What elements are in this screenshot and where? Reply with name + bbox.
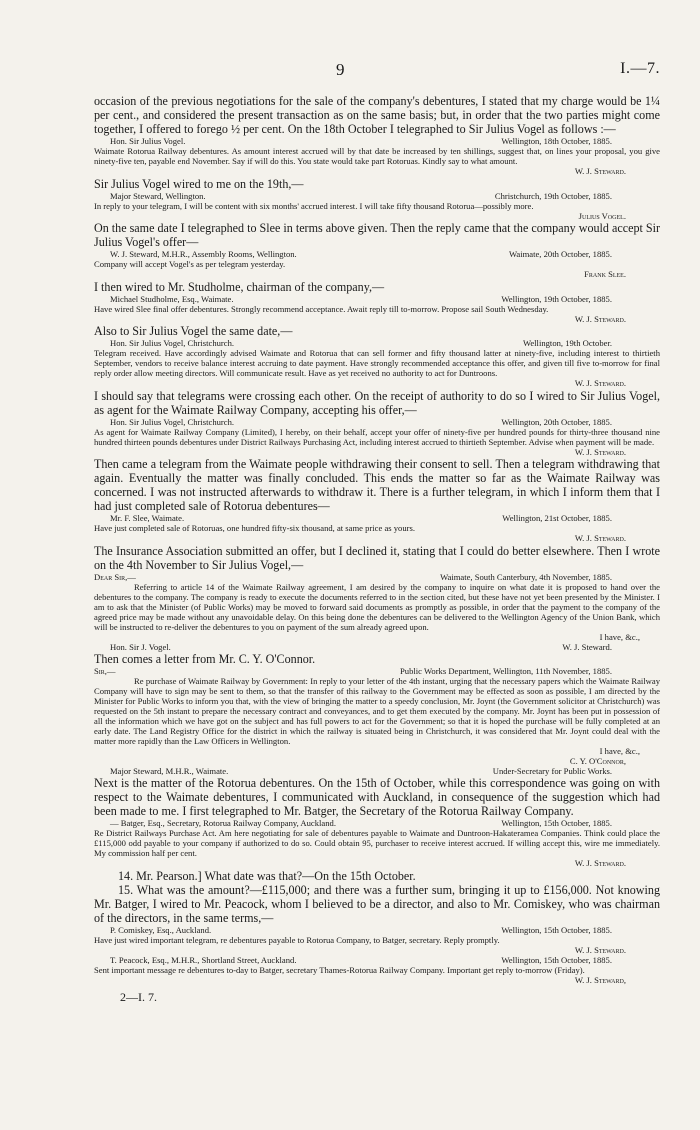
paragraph: The Insurance Association submitted an offer, but I declined it, stating that I could do better elsewhere. Then I wrote on the 4th November to Sir Julius Vogel,— bbox=[94, 543, 660, 572]
telegram-text: Waimate Rotorua Railway debentures. As amount interest accrued will by that date be increased by ten shillings, suggest that, on lines your proposal, you give ninety-five ten, payable end November. Say if will do this. You state would take part Rotoruas. Kindly say to what amount. bbox=[94, 146, 660, 166]
addressee: W. J. Steward, M.H.R., Assembly Rooms, Wellington. bbox=[110, 249, 297, 259]
addressee: T. Peacock, Esq., M.H.R., Shortland Street, Auckland. bbox=[110, 955, 297, 965]
signature: W. J. Steward. bbox=[574, 378, 626, 388]
address-line bbox=[94, 642, 660, 652]
signature: Frank Slee. bbox=[584, 269, 626, 279]
signature: C. Y. O'Connor, bbox=[569, 755, 626, 766]
address-line bbox=[94, 136, 660, 146]
paragraph: Next is the matter of the Rotorua debentures. On the 15th of October, while this correspondence was going on with respect to the Waimate debentures, I communicated with Auckland, in consequence of the suggestion which had been made to me. I first telegraphed to Mr. Batger, the Secretary of the Rotorua Railway Company. bbox=[94, 776, 660, 818]
paragraph: On the same date I telegraphed to Slee in terms above given. Then the reply came that the company would accept Sir Julius Vogel's offer— bbox=[94, 221, 660, 249]
addressee: — Batger, Esq., Secretary, Rotorua Railway Company, Auckland. bbox=[110, 818, 336, 828]
addressee: Michael Studholme, Esq., Waimate. bbox=[110, 293, 234, 304]
addressee: P. Comiskey, Esq., Auckland. bbox=[110, 924, 212, 935]
telegram-text: Sent important message re debentures to-day to Batger, secretary Thames-Rotorua Railway Company. Important get reply to-morrow (Friday). bbox=[94, 965, 585, 975]
letter-text: Re purchase of Waimate Railway by Government: In reply to your letter of the 4th instant, urging that the necessary papers which the Waimate Railway Company will have to sign may be sent to them, so that the transfer of this railway to the Government may be effected as soon as possible, I am directed by the Minister for Public Works to inform you that, with the view of bringing the matter to a speedy conclusion, Mr. Joynt (the Government solicitor at Christchurch) was requested on the 5th instant to prepare the necessary contract and conveyances, and to get them executed by the company. Mr. Joynt has been put in possession of all the information which we have got on the subject and has full powers to act for the Government; so that it is hoped the purchase will be fully completed at an early date. The Land Registry Office for the district in which the railway is situated being in Christchurch, it was considered that Mr. Joynt could deal with the matter more rapidly than the Law Officers in Wellington. bbox=[94, 675, 660, 746]
signature: W. J. Steward. bbox=[574, 858, 626, 868]
telegram-text: Have just completed sale of Rotoruas, one hundred fifty-six thousand, at same price as yours. bbox=[94, 523, 415, 533]
address-line bbox=[94, 338, 660, 348]
place-date: Wellington, 15th October, 1885. bbox=[501, 955, 612, 965]
telegram-text: Have just wired important telegram, re debentures payable to Rotorua Company, to Batger, secretary. Reply promptly. bbox=[94, 934, 500, 945]
address-line bbox=[94, 191, 660, 201]
signature: W. J. Steward. bbox=[574, 533, 626, 543]
addressee: Major Steward, M.H.R., Waimate. bbox=[110, 766, 229, 776]
place-date: Christchurch, 19th October, 1885. bbox=[494, 190, 612, 201]
place-date: Wellington, 21st October, 1885. bbox=[502, 513, 612, 523]
closing: I have, &c., bbox=[599, 745, 640, 756]
paragraph: Also to Sir Julius Vogel the same date,— bbox=[94, 324, 293, 338]
letter-text: Referring to article 14 of the Waimate Railway agreement, I am desired by the company to inquire on what date it is proposed to hand over the debentures to the company. The company is ready to execute the documents referred to in the section cited, but these have not yet been presented by the Minister. I am to ask that the Minister (of Public Works) may be moved to forward said documents as promptly as possible, in order that the payment to the company of the agreed price may be made without any unavoidable delay. On this being done the debentures can be delivered to the Wellington Agency of the Union Bank, which will be instructed to re-deliver the debentures to you on payment of the sum already agreed upon. bbox=[94, 581, 660, 632]
place-date: Wellington, 19th October, 1885. bbox=[501, 293, 612, 304]
address-line bbox=[94, 572, 660, 582]
question-answer: 14. Mr. Pearson.] What date was that?—On the 15th October. bbox=[118, 868, 416, 883]
telegram-text: Have wired Slee final offer debentures. Strongly recommend acceptance. Await reply till to-morrow. Propose sail South Wednesday. bbox=[94, 303, 549, 314]
place-date: Wellington, 19th October. bbox=[522, 338, 612, 348]
signature-mark: 2—I. 7. bbox=[120, 989, 157, 1004]
address-line bbox=[94, 666, 660, 676]
question-answer: 15. What was the amount?—£115,000; and there was a further sum, bringing it up to £156,000. Not knowing Mr. Batger, I wired to Mr. Peacock, whom I believed to be a director, and also to Mr. Comiskey, who was chairman of the directors, in the same terms,— bbox=[94, 882, 660, 925]
place-date: Public Works Department, Wellington, 11th November, 1885. bbox=[400, 665, 612, 676]
paragraph: occasion of the previous negotiations for the sale of the company's debentures, I stated that my charge would be 1¼ per cent., and considered the present transaction as on the same basis; but, in order that the two parties might come together, I offered to forego ½ per cent. On the 18th October I telegraphed to Sir Julius Vogel as follows :— bbox=[94, 94, 660, 136]
addressee: Hon. Sir Julius Vogel. bbox=[110, 136, 186, 146]
page-header bbox=[0, 60, 700, 82]
telegram-text: As agent for Waimate Railway Company (Limited), I hereby, on their behalf, accept your offer of ninety-five per hundred pounds for thirty-three thousand nine hundred thirteen pounds debentures under District Railways Purchasing Act, including interest accrued to thirtieth September. Advise when payment will be made. bbox=[94, 426, 660, 447]
paragraph: I should say that telegrams were crossing each other. On the receipt of authority to do so I wired to Sir Julius Vogel, as agent for the Waimate Railway Company, accepting his offer,— bbox=[94, 388, 660, 417]
page-number: 9 bbox=[336, 60, 345, 79]
addressee: Dear Sir,— bbox=[94, 571, 136, 582]
addressee: Mr. F. Slee, Waimate. bbox=[110, 513, 185, 523]
address-line bbox=[94, 925, 660, 935]
addressee: Hon. Sir J. Vogel. bbox=[110, 641, 171, 652]
address-line bbox=[94, 417, 660, 427]
address-line bbox=[94, 766, 660, 776]
addressee: Hon. Sir Julius Vogel, Christchurch. bbox=[110, 416, 235, 427]
place-date: Wellington, 18th October, 1885. bbox=[501, 136, 612, 146]
paragraph: Then came a telegram from the Waimate people withdrawing their consent to sell. Then a telegram withdrawing that again. Eventually the matter was finally concluded. This ends the matter so far as the Waimate Railway was concerned. I was not instructed afterwards to withdraw it. There is a further telegram, in which I inform them that I had just completed sale of Rotorua debentures— bbox=[94, 457, 660, 513]
address-line bbox=[94, 818, 660, 828]
place-date: Waimate, South Canterbury, 4th November, 1885. bbox=[440, 571, 612, 582]
telegram-text: Telegram received. Have accordingly advised Waimate and Rotorua that can sell former and fifty thousand latter at ninety-five, including interest to thirtieth September, vendors to receive balance interest accruing to date payment. Have strongly recommended acceptance this offer, and given till five to-morrow for final reply order allow meeting directors. Will communicate result. Have as yet received no authority to act for Duntroons. bbox=[94, 348, 660, 378]
place-date: Wellington, 20th October, 1885. bbox=[501, 416, 612, 427]
closing: I have, &c., bbox=[599, 631, 640, 642]
addressee: Sir,— bbox=[94, 665, 116, 676]
paragraph: I then wired to Mr. Studholme, chairman of the company,— bbox=[94, 279, 385, 294]
address-line bbox=[94, 513, 660, 523]
document-body bbox=[94, 94, 660, 1005]
document-reference: I.—7. bbox=[620, 60, 660, 77]
place-date: Wellington, 15th October, 1885. bbox=[501, 818, 612, 828]
paragraph: Then comes a letter from Mr. C. Y. O'Connor. bbox=[94, 651, 316, 666]
place-date: Waimate, 20th October, 1885. bbox=[508, 249, 612, 259]
address-line bbox=[94, 249, 660, 259]
signature: W. J. Steward. bbox=[574, 166, 626, 176]
signature: W. J. Steward. bbox=[574, 446, 626, 457]
place-date: Wellington, 15th October, 1885. bbox=[501, 924, 612, 935]
paragraph: Sir Julius Vogel wired to me on the 19th,— bbox=[94, 176, 304, 191]
telegram-text: In reply to your telegram, I will be content with six months' accrued interest. I will take fifty thousand Rotorua—possibly more. bbox=[94, 200, 534, 211]
signature: Julius Vogel. bbox=[578, 210, 626, 221]
addressee: Major Steward, Wellington. bbox=[110, 190, 206, 201]
telegram-text: Company will accept Vogel's as per telegram yesterday. bbox=[94, 259, 286, 269]
signature: W. J. Steward. bbox=[574, 313, 626, 324]
place-date: Under-Secretary for Public Works. bbox=[492, 766, 612, 776]
signature: W. J. Steward, bbox=[574, 975, 626, 985]
telegram-text: Re District Railways Purchase Act. Am here negotiating for sale of debentures payable to Waimate and Duntroon-Hakateramea Companies. Think could place the £115,000 odd payable to your company if authorized to do so. Could obtain 95, purchaser to receive interest accrued. If willing accept this, wire me immediately. My commission half per cent. bbox=[94, 828, 660, 858]
address-line bbox=[94, 955, 660, 965]
signature: W. J. Steward. bbox=[574, 944, 626, 955]
place-date: W. J. Steward. bbox=[562, 641, 612, 652]
address-line bbox=[94, 294, 660, 304]
addressee: Hon. Sir Julius Vogel, Christchurch. bbox=[110, 338, 235, 348]
